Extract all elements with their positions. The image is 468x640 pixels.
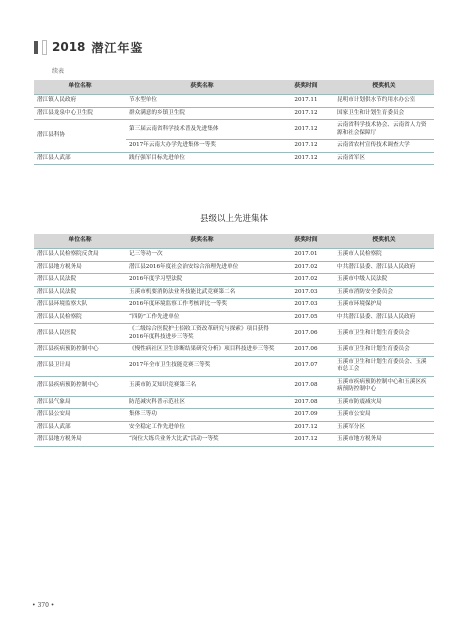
column-header-award: 获奖名称 [126, 80, 278, 95]
table-row [34, 356, 434, 376]
section-title: 县级以上先进集体 [199, 214, 268, 224]
cell-unit: 潜江县人武部 [34, 152, 126, 165]
cell-unit: 潜江县地方税务局 [34, 434, 126, 447]
cell-award: 《慢性病社区卫生诊断结果研究分析》项目科技进步三等奖 [126, 344, 278, 357]
cell-authority: 玉溪市消防安全委员会 [334, 286, 434, 299]
cell-date: 2017.03 [278, 299, 334, 312]
cell-authority: 玉溪市中级人民法院 [334, 274, 434, 287]
cell-authority: 玉溪军分区 [334, 421, 434, 434]
cell-unit: 潜江县公安局 [34, 409, 126, 422]
table-header-row [34, 234, 434, 249]
cell-date: 2017.12 [278, 152, 334, 165]
cell-authority: 玉溪市环境保护局 [334, 299, 434, 312]
cell-date: 2017.12 [278, 421, 334, 434]
cell-unit: 潜江县疾病预防控制中心 [34, 376, 126, 396]
table-row [34, 95, 434, 108]
cell-award: “岗位大练兵业务大比武”活动一等奖 [126, 434, 278, 447]
table-row [34, 152, 434, 165]
cell-date: 2017.07 [278, 356, 334, 376]
table-row [34, 311, 434, 324]
cell-award: 群众满意的乡镇卫生院 [126, 107, 278, 120]
table-row [34, 421, 434, 434]
cell-date: 2017.02 [278, 274, 334, 287]
continued-label: 续表 [52, 68, 65, 75]
cell-award: 防范减灾科普示范社区 [126, 396, 278, 409]
column-header-unit: 单位名称 [34, 234, 126, 249]
cell-authority: 玉溪市地方税务局 [334, 434, 434, 447]
table-row [34, 344, 434, 357]
cell-authority: 中共潜江县委、潜江县人民政府 [334, 311, 434, 324]
cell-date: 2017.11 [278, 95, 334, 108]
cell-date: 2017.12 [278, 434, 334, 447]
cell-authority: 玉溪市公安局 [334, 409, 434, 422]
cell-unit: 潜江县环境监察大队 [34, 299, 126, 312]
cell-award: 2017年云南大办学先进集体一等奖 [126, 140, 278, 153]
table-header-row [34, 80, 434, 95]
cell-unit: 潜江县卫计局 [34, 356, 126, 376]
cell-award: 2016年度学习型法院 [126, 274, 278, 287]
cell-award: 《二级综合医院护士招收工资改革研究与探索》项目获得2016年度科技进步三等奖 [126, 324, 278, 344]
table-row [34, 120, 434, 140]
header-bar-decoration [34, 41, 38, 54]
cell-date: 2017.02 [278, 261, 334, 274]
cell-unit: 潜江县科协 [34, 120, 126, 153]
cell-date: 2017.05 [278, 311, 334, 324]
cell-date: 2017.09 [278, 409, 334, 422]
cell-authority: 昆明市计划供水节约用水办公室 [334, 95, 434, 108]
cell-unit: 潜江县地方税务局 [34, 261, 126, 274]
cell-authority: 玉溪市防震减灾局 [334, 396, 434, 409]
cell-unit: 潜江县气象局 [34, 396, 126, 409]
cell-unit: 潜江县疾病预防控制中心 [34, 344, 126, 357]
cell-authority: 国家卫生和计划生育委员会 [334, 107, 434, 120]
table-row [34, 107, 434, 120]
cell-unit: 潜江县人民检察院反贪局 [34, 249, 126, 262]
cell-authority: 玉溪市人民检察院 [334, 249, 434, 262]
awards-table-continued [34, 80, 434, 165]
header-title: 潜江年鉴 [91, 40, 144, 55]
cell-date: 2017.01 [278, 249, 334, 262]
table-row [34, 376, 434, 396]
cell-award: 玉溪市机要消防法业务技能比武竞赛第二名 [126, 286, 278, 299]
cell-date: 2017.08 [278, 376, 334, 396]
cell-unit: 潜江县人民检察院 [34, 311, 126, 324]
cell-award: 节水型单位 [126, 95, 278, 108]
header-year: 2018 [52, 40, 86, 54]
cell-authority: 中共潜江县委、潜江县人民政府 [334, 261, 434, 274]
cell-award: 2017年全市卫生技能竞赛三等奖 [126, 356, 278, 376]
page-header [34, 40, 143, 54]
cell-award: 玉溪市防艾知识竞赛第三名 [126, 376, 278, 396]
cell-authority: 玉溪市卫生和计划生育委员会 [334, 344, 434, 357]
cell-award: 第三届云南省科学技术普及先进集体 [126, 120, 278, 140]
cell-date: 2017.12 [278, 120, 334, 140]
header-box-decoration [42, 40, 47, 55]
cell-authority: 玉溪市卫生和计划生育委员会、玉溪市总工会 [334, 356, 434, 376]
column-header-authority: 授奖机关 [334, 80, 434, 95]
cell-date: 2017.12 [278, 107, 334, 120]
cell-award: 潜江县2016年度社会治安综合治理先进单位 [126, 261, 278, 274]
column-header-date: 获奖时间 [278, 80, 334, 95]
cell-date: 2017.12 [278, 140, 334, 153]
cell-unit: 潜江县人民法院 [34, 286, 126, 299]
column-header-authority: 授奖机关 [334, 234, 434, 249]
table-row [34, 396, 434, 409]
awards-table-main [34, 234, 434, 447]
column-header-date: 获奖时间 [278, 234, 334, 249]
page-number: • 370 • [32, 602, 55, 609]
column-header-award: 获奖名称 [126, 234, 278, 249]
cell-authority: 云南省农村宣传技术调查大学 [334, 140, 434, 153]
cell-authority: 云南省军区 [334, 152, 434, 165]
table-row [34, 286, 434, 299]
cell-unit: 潜江县人武部 [34, 421, 126, 434]
cell-authority: 玉溪市卫生和计划生育委员会 [334, 324, 434, 344]
cell-authority: 玉溪市疾病预防控制中心和玉溪区疾病预防控制中心 [334, 376, 434, 396]
table-row [34, 434, 434, 447]
cell-award: “四防”工作先进单位 [126, 311, 278, 324]
table-row [34, 324, 434, 344]
table-row [34, 274, 434, 287]
cell-award: 安全稳定工作先进单位 [126, 421, 278, 434]
cell-award: 2016年度环境监察工作考核评比一等奖 [126, 299, 278, 312]
table-row [34, 261, 434, 274]
cell-unit: 潜江县龙泉中心卫生院 [34, 107, 126, 120]
cell-date: 2017.06 [278, 344, 334, 357]
cell-date: 2017.08 [278, 396, 334, 409]
cell-unit: 潜江县人民医院 [34, 324, 126, 344]
table-row [34, 299, 434, 312]
cell-award: 践行强军目标先进单位 [126, 152, 278, 165]
cell-unit: 潜江镇人民政府 [34, 95, 126, 108]
cell-award: 集体三等功 [126, 409, 278, 422]
cell-date: 2017.06 [278, 324, 334, 344]
cell-authority: 云南省科学技术协会、云南省人力资源和社会保障厅 [334, 120, 434, 140]
cell-award: 记三等功一次 [126, 249, 278, 262]
table-row [34, 409, 434, 422]
cell-date: 2017.03 [278, 286, 334, 299]
table-row [34, 249, 434, 262]
column-header-unit: 单位名称 [34, 80, 126, 95]
cell-unit: 潜江县人民法院 [34, 274, 126, 287]
